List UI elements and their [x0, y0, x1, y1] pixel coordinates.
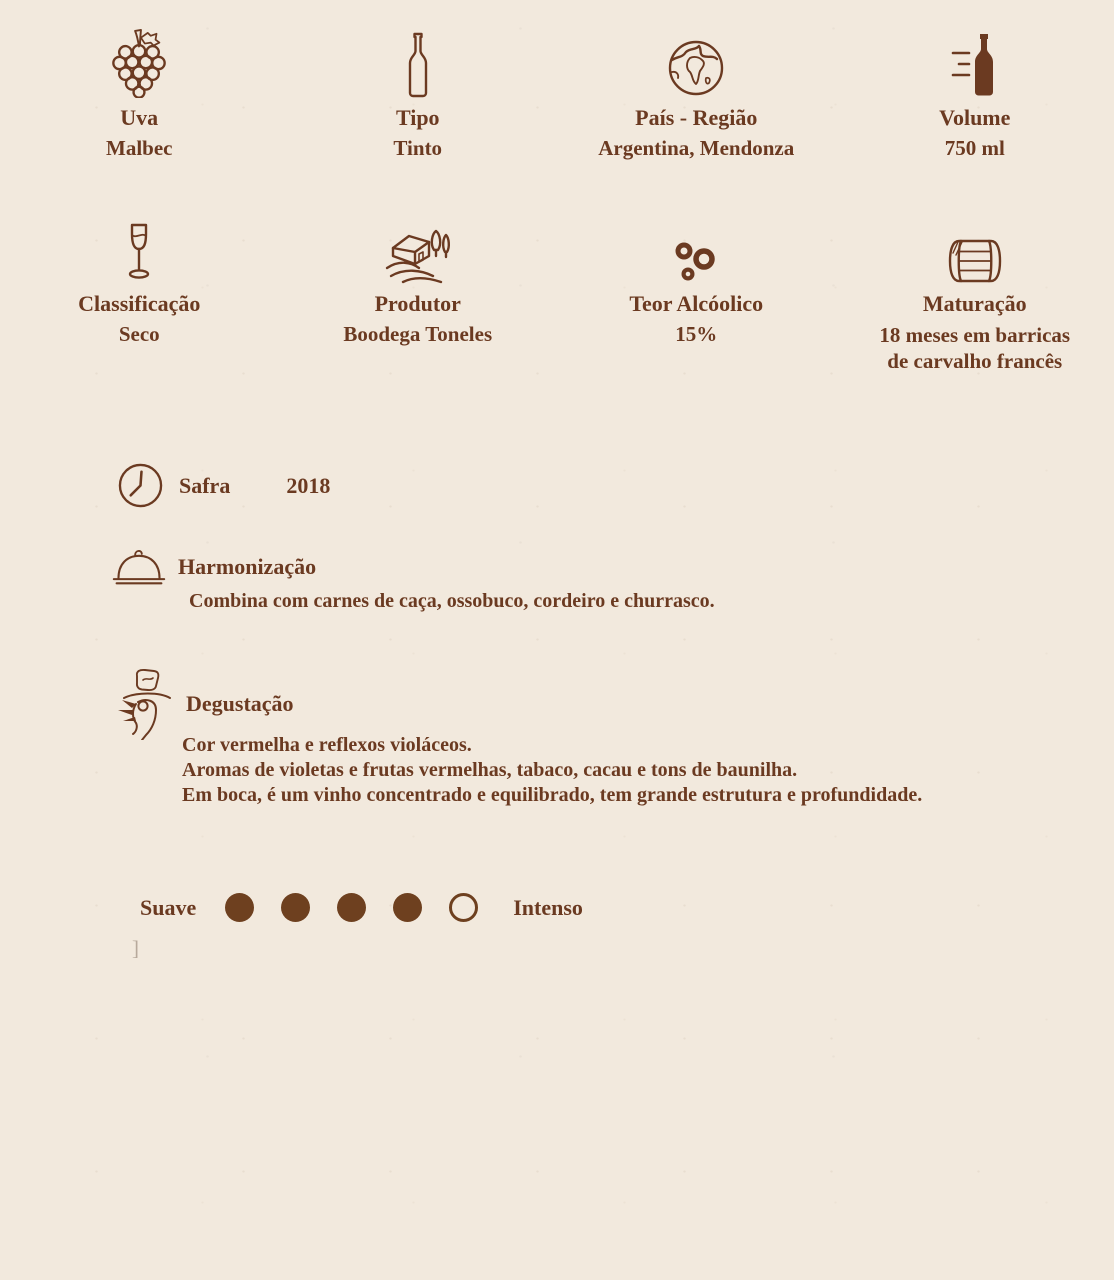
winery-icon: [385, 218, 451, 284]
cell-label: Produtor: [374, 291, 461, 316]
info-grid-row-1: [0, 28, 1114, 163]
volume-bottle-icon: [947, 28, 1003, 98]
cell-label: País - Região: [635, 105, 758, 130]
degustacao-header: [112, 668, 294, 740]
cell-value: 18 meses em barricas de carvalho francês: [879, 323, 1071, 373]
intensity-dot-empty: [449, 893, 478, 922]
info-cell-pais-regiao: [557, 28, 836, 163]
harmonizacao-title: Harmonização: [178, 554, 317, 579]
cell-value: 15%: [675, 322, 718, 346]
intensity-dot-filled: [393, 893, 422, 922]
degustacao-line: Aromas de violetas e frutas vermelhas, tabaco, cacau e tons de baunilha.: [182, 759, 798, 781]
degustacao-line: Cor vermelha e reflexos violáceos.: [182, 734, 472, 756]
clock-icon: [117, 462, 164, 509]
bubbles-icon: [673, 218, 719, 284]
stray-bracket-glyph: ]: [132, 936, 139, 960]
tasting-hand-icon: [112, 668, 176, 740]
cell-value: Seco: [118, 322, 160, 346]
info-cell-produtor: [279, 218, 558, 374]
info-cell-classificacao: [0, 218, 279, 374]
intensity-scale: [140, 893, 583, 922]
intensity-dot-filled: [281, 893, 310, 922]
cell-label: Tipo: [395, 105, 440, 130]
info-cell-maturacao: [836, 218, 1114, 374]
cell-value: 750 ml: [944, 136, 1005, 160]
degustacao-title: Degustação: [186, 691, 294, 716]
intensity-dot-filled: [337, 893, 366, 922]
intensity-left-label: Suave: [140, 894, 197, 920]
cell-label: Volume: [939, 105, 1011, 130]
wine-bottle-icon: [405, 28, 431, 98]
safra-label: Safra: [179, 472, 231, 498]
globe-icon: [666, 28, 726, 98]
safra-row: [117, 462, 330, 509]
degustacao-text: [182, 733, 922, 808]
cell-label: Classificação: [78, 291, 201, 316]
cell-label: Uva: [120, 105, 159, 130]
intensity-right-label: Intenso: [513, 894, 583, 920]
cloche-icon: [111, 546, 167, 588]
cell-label: Teor Alcóolico: [629, 291, 764, 316]
grapes-icon: [110, 28, 168, 98]
cell-value: Malbec: [106, 136, 173, 160]
cell-value: Tinto: [393, 136, 443, 160]
info-cell-uva: [0, 28, 279, 163]
info-grid-row-2: [0, 218, 1114, 374]
cell-value: Argentina, Mendonza: [598, 136, 795, 160]
cell-value: Boodega Toneles: [343, 322, 493, 346]
wine-glass-icon: [116, 218, 162, 284]
degustacao-line: Em boca, é um vinho concentrado e equilibrado, tem grande estrutura e profundidade.: [182, 784, 923, 806]
safra-value: 2018: [286, 472, 331, 498]
info-cell-volume: [836, 28, 1114, 163]
info-cell-teor-alcoolico: [557, 218, 836, 374]
intensity-dot-filled: [225, 893, 254, 922]
barrel-icon: [946, 218, 1004, 284]
harmonizacao-header: [111, 546, 316, 588]
harmonizacao-text: Combina com carnes de caça, ossobuco, cordeiro e churrasco.: [189, 590, 715, 612]
intensity-dots: [225, 893, 478, 922]
info-cell-tipo: [279, 28, 558, 163]
cell-label: Maturação: [922, 291, 1027, 316]
